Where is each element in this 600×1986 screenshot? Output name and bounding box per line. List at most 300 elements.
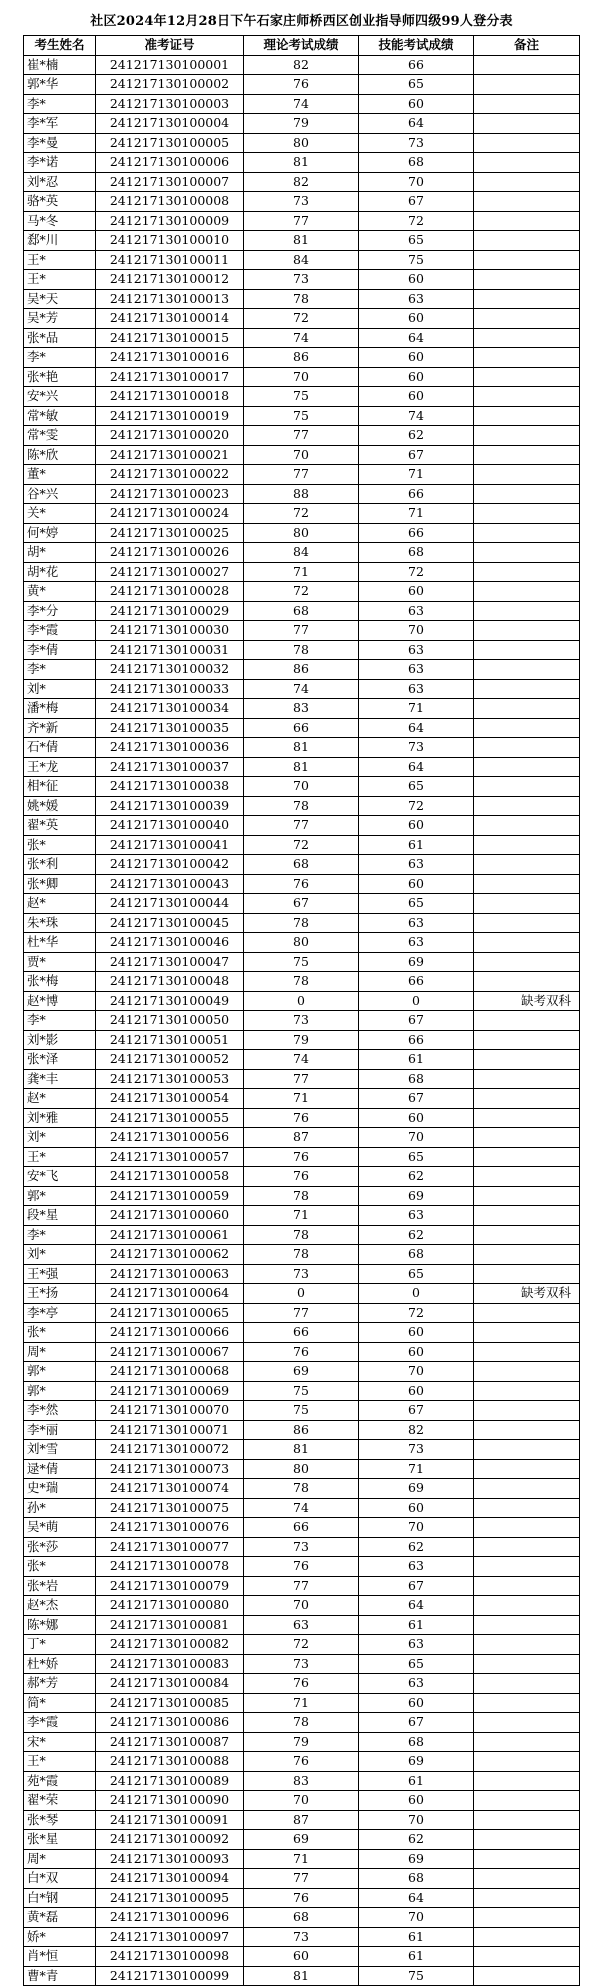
cell-theory-score: 77 [244, 426, 359, 446]
cell-name: 李* [24, 1225, 96, 1245]
cell-note [474, 94, 580, 114]
cell-skill-score: 65 [359, 1147, 474, 1167]
cell-note [474, 426, 580, 446]
cell-exam-id: 241217130100015 [96, 328, 244, 348]
cell-name: 张*艳 [24, 367, 96, 387]
cell-name: 刘* [24, 1128, 96, 1148]
cell-exam-id: 241217130100069 [96, 1381, 244, 1401]
cell-name: 宋* [24, 1732, 96, 1752]
cell-theory-score: 83 [244, 699, 359, 719]
cell-exam-id: 241217130100012 [96, 270, 244, 290]
cell-skill-score: 61 [359, 1050, 474, 1070]
cell-name: 吴*萌 [24, 1518, 96, 1538]
cell-name: 李*诺 [24, 153, 96, 173]
cell-exam-id: 241217130100014 [96, 309, 244, 329]
cell-name: 朱*珠 [24, 913, 96, 933]
cell-note [474, 153, 580, 173]
cell-name: 刘*忍 [24, 172, 96, 192]
cell-theory-score: 87 [244, 1810, 359, 1830]
cell-theory-score: 84 [244, 250, 359, 270]
header-skill-score: 技能考试成绩 [359, 36, 474, 56]
cell-exam-id: 241217130100047 [96, 952, 244, 972]
table-row [24, 114, 580, 134]
table-row [24, 1869, 580, 1889]
cell-theory-score: 73 [244, 1537, 359, 1557]
cell-note [474, 1030, 580, 1050]
table-row [24, 1089, 580, 1109]
cell-name: 逯*倩 [24, 1459, 96, 1479]
cell-name: 段*星 [24, 1206, 96, 1226]
cell-exam-id: 241217130100054 [96, 1089, 244, 1109]
cell-exam-id: 241217130100064 [96, 1284, 244, 1304]
cell-skill-score: 66 [359, 972, 474, 992]
cell-exam-id: 241217130100090 [96, 1791, 244, 1811]
cell-name: 张*利 [24, 855, 96, 875]
table-row [24, 1908, 580, 1928]
cell-name: 刘*影 [24, 1030, 96, 1050]
cell-note [474, 406, 580, 426]
table-row [24, 1752, 580, 1772]
cell-exam-id: 241217130100095 [96, 1888, 244, 1908]
table-row [24, 1303, 580, 1323]
cell-exam-id: 241217130100026 [96, 543, 244, 563]
cell-exam-id: 241217130100007 [96, 172, 244, 192]
cell-theory-score: 78 [244, 1479, 359, 1499]
table-row [24, 1849, 580, 1869]
cell-exam-id: 241217130100022 [96, 465, 244, 485]
cell-exam-id: 241217130100074 [96, 1479, 244, 1499]
cell-name: 赵* [24, 1089, 96, 1109]
cell-note [474, 894, 580, 914]
cell-exam-id: 241217130100067 [96, 1342, 244, 1362]
cell-note: 缺考双科 [474, 1284, 580, 1304]
cell-theory-score: 76 [244, 1752, 359, 1772]
table-row [24, 1362, 580, 1382]
cell-name: 赵* [24, 894, 96, 914]
table-row [24, 367, 580, 387]
table-row [24, 952, 580, 972]
cell-note [474, 757, 580, 777]
cell-skill-score: 68 [359, 1069, 474, 1089]
cell-theory-score: 66 [244, 1323, 359, 1343]
cell-name: 赵*博 [24, 991, 96, 1011]
cell-theory-score: 70 [244, 367, 359, 387]
cell-theory-score: 78 [244, 1245, 359, 1265]
cell-theory-score: 86 [244, 1420, 359, 1440]
cell-skill-score: 70 [359, 1810, 474, 1830]
table-row [24, 777, 580, 797]
cell-theory-score: 71 [244, 1693, 359, 1713]
cell-exam-id: 241217130100027 [96, 562, 244, 582]
table-row [24, 1167, 580, 1187]
cell-note [474, 1479, 580, 1499]
cell-note [474, 1128, 580, 1148]
cell-theory-score: 79 [244, 114, 359, 134]
cell-exam-id: 241217130100091 [96, 1810, 244, 1830]
cell-note [474, 1732, 580, 1752]
table-row [24, 406, 580, 426]
cell-name: 黄*磊 [24, 1908, 96, 1928]
cell-name: 张*莎 [24, 1537, 96, 1557]
cell-note [474, 1830, 580, 1850]
cell-skill-score: 63 [359, 1557, 474, 1577]
cell-skill-score: 63 [359, 855, 474, 875]
cell-note [474, 289, 580, 309]
cell-exam-id: 241217130100087 [96, 1732, 244, 1752]
cell-note [474, 387, 580, 407]
cell-skill-score: 61 [359, 1947, 474, 1967]
cell-skill-score: 74 [359, 406, 474, 426]
cell-note [474, 1303, 580, 1323]
cell-theory-score: 76 [244, 1147, 359, 1167]
cell-note [474, 1537, 580, 1557]
table-row [24, 991, 580, 1011]
cell-exam-id: 241217130100023 [96, 484, 244, 504]
table-row [24, 1576, 580, 1596]
cell-name: 王* [24, 1752, 96, 1772]
table-row [24, 640, 580, 660]
cell-skill-score: 60 [359, 1791, 474, 1811]
cell-skill-score: 71 [359, 465, 474, 485]
cell-theory-score: 69 [244, 1830, 359, 1850]
cell-skill-score: 64 [359, 1888, 474, 1908]
cell-theory-score: 75 [244, 387, 359, 407]
cell-exam-id: 241217130100066 [96, 1323, 244, 1343]
cell-theory-score: 76 [244, 1557, 359, 1577]
cell-skill-score: 62 [359, 1537, 474, 1557]
cell-exam-id: 241217130100058 [96, 1167, 244, 1187]
cell-name: 白*钢 [24, 1888, 96, 1908]
cell-skill-score: 63 [359, 933, 474, 953]
cell-skill-score: 64 [359, 114, 474, 134]
cell-theory-score: 81 [244, 757, 359, 777]
table-row [24, 153, 580, 173]
cell-skill-score: 71 [359, 504, 474, 524]
table-row [24, 1888, 580, 1908]
cell-theory-score: 73 [244, 1011, 359, 1031]
table-row [24, 1693, 580, 1713]
cell-theory-score: 81 [244, 1966, 359, 1986]
cell-name: 郄*川 [24, 231, 96, 251]
cell-skill-score: 60 [359, 94, 474, 114]
cell-note [474, 582, 580, 602]
cell-note [474, 1713, 580, 1733]
cell-theory-score: 0 [244, 1284, 359, 1304]
cell-theory-score: 78 [244, 913, 359, 933]
header-theory-score: 理论考试成绩 [244, 36, 359, 56]
cell-exam-id: 241217130100033 [96, 679, 244, 699]
cell-name: 贾* [24, 952, 96, 972]
cell-skill-score: 63 [359, 1635, 474, 1655]
table-row [24, 309, 580, 329]
cell-exam-id: 241217130100028 [96, 582, 244, 602]
table-row [24, 1830, 580, 1850]
cell-name: 郭* [24, 1362, 96, 1382]
cell-name: 龚*丰 [24, 1069, 96, 1089]
cell-theory-score: 86 [244, 660, 359, 680]
cell-note [474, 1206, 580, 1226]
cell-theory-score: 71 [244, 1089, 359, 1109]
cell-note [474, 816, 580, 836]
cell-theory-score: 78 [244, 972, 359, 992]
header-note: 备注 [474, 36, 580, 56]
cell-theory-score: 70 [244, 1791, 359, 1811]
cell-skill-score: 67 [359, 1713, 474, 1733]
table-row [24, 1518, 580, 1538]
cell-note [474, 874, 580, 894]
table-row [24, 523, 580, 543]
cell-theory-score: 76 [244, 1888, 359, 1908]
cell-exam-id: 241217130100040 [96, 816, 244, 836]
cell-exam-id: 241217130100036 [96, 738, 244, 758]
cell-name: 王*扬 [24, 1284, 96, 1304]
table-row [24, 874, 580, 894]
table-row [24, 660, 580, 680]
cell-name: 张*梅 [24, 972, 96, 992]
cell-name: 王*强 [24, 1264, 96, 1284]
cell-skill-score: 65 [359, 1264, 474, 1284]
cell-note [474, 1947, 580, 1967]
cell-note [474, 1966, 580, 1986]
cell-note [474, 1420, 580, 1440]
cell-exam-id: 241217130100099 [96, 1966, 244, 1986]
cell-note [474, 972, 580, 992]
cell-skill-score: 75 [359, 1966, 474, 1986]
cell-skill-score: 66 [359, 523, 474, 543]
cell-skill-score: 61 [359, 1771, 474, 1791]
cell-exam-id: 241217130100011 [96, 250, 244, 270]
cell-exam-id: 241217130100050 [96, 1011, 244, 1031]
cell-name: 白*双 [24, 1869, 96, 1889]
cell-theory-score: 76 [244, 1342, 359, 1362]
cell-exam-id: 241217130100081 [96, 1615, 244, 1635]
cell-name: 简* [24, 1693, 96, 1713]
table-row [24, 543, 580, 563]
table-row [24, 738, 580, 758]
cell-note [474, 1167, 580, 1187]
cell-exam-id: 241217130100006 [96, 153, 244, 173]
cell-theory-score: 80 [244, 133, 359, 153]
cell-note [474, 1615, 580, 1635]
cell-theory-score: 74 [244, 94, 359, 114]
cell-name: 刘*雅 [24, 1108, 96, 1128]
cell-theory-score: 81 [244, 1440, 359, 1460]
cell-skill-score: 68 [359, 543, 474, 563]
cell-theory-score: 73 [244, 1264, 359, 1284]
table-row [24, 757, 580, 777]
cell-name: 李*分 [24, 601, 96, 621]
cell-name: 李*霞 [24, 1713, 96, 1733]
cell-theory-score: 0 [244, 991, 359, 1011]
cell-exam-id: 241217130100038 [96, 777, 244, 797]
cell-exam-id: 241217130100004 [96, 114, 244, 134]
cell-exam-id: 241217130100032 [96, 660, 244, 680]
table-row [24, 1947, 580, 1967]
cell-skill-score: 65 [359, 894, 474, 914]
cell-note [474, 348, 580, 368]
table-row [24, 270, 580, 290]
cell-note [474, 114, 580, 134]
cell-note [474, 1596, 580, 1616]
cell-skill-score: 0 [359, 1284, 474, 1304]
cell-name: 谷*兴 [24, 484, 96, 504]
score-table [23, 9, 580, 1986]
cell-exam-id: 241217130100031 [96, 640, 244, 660]
cell-exam-id: 241217130100003 [96, 94, 244, 114]
cell-note [474, 1323, 580, 1343]
table-row [24, 1069, 580, 1089]
cell-exam-id: 241217130100020 [96, 426, 244, 446]
header-row [24, 36, 580, 56]
cell-exam-id: 241217130100035 [96, 718, 244, 738]
cell-note [474, 1089, 580, 1109]
table-row [24, 1420, 580, 1440]
cell-note [474, 913, 580, 933]
cell-exam-id: 241217130100065 [96, 1303, 244, 1323]
cell-name: 吴*芳 [24, 309, 96, 329]
cell-skill-score: 63 [359, 289, 474, 309]
cell-skill-score: 60 [359, 1498, 474, 1518]
cell-exam-id: 241217130100096 [96, 1908, 244, 1928]
table-row [24, 1927, 580, 1947]
cell-theory-score: 74 [244, 1498, 359, 1518]
table-row [24, 1537, 580, 1557]
cell-name: 安*兴 [24, 387, 96, 407]
cell-theory-score: 68 [244, 601, 359, 621]
cell-theory-score: 68 [244, 855, 359, 875]
cell-theory-score: 71 [244, 562, 359, 582]
cell-skill-score: 60 [359, 348, 474, 368]
cell-theory-score: 78 [244, 1186, 359, 1206]
cell-exam-id: 241217130100072 [96, 1440, 244, 1460]
cell-note [474, 133, 580, 153]
cell-name: 刘*雪 [24, 1440, 96, 1460]
cell-theory-score: 77 [244, 1869, 359, 1889]
cell-note [474, 1264, 580, 1284]
cell-note [474, 1888, 580, 1908]
cell-skill-score: 0 [359, 991, 474, 1011]
cell-note [474, 1791, 580, 1811]
cell-name: 安*飞 [24, 1167, 96, 1187]
cell-note [474, 855, 580, 875]
cell-name: 张*品 [24, 328, 96, 348]
cell-skill-score: 62 [359, 1830, 474, 1850]
table-row [24, 1050, 580, 1070]
cell-theory-score: 78 [244, 1225, 359, 1245]
cell-theory-score: 72 [244, 835, 359, 855]
cell-name: 李* [24, 94, 96, 114]
cell-exam-id: 241217130100078 [96, 1557, 244, 1577]
cell-exam-id: 241217130100039 [96, 796, 244, 816]
cell-skill-score: 60 [359, 874, 474, 894]
table-row [24, 1206, 580, 1226]
table-row [24, 289, 580, 309]
cell-skill-score: 70 [359, 1362, 474, 1382]
cell-skill-score: 70 [359, 1518, 474, 1538]
cell-name: 胡*花 [24, 562, 96, 582]
cell-name: 苑*霞 [24, 1771, 96, 1791]
cell-theory-score: 88 [244, 484, 359, 504]
table-row [24, 1030, 580, 1050]
cell-skill-score: 72 [359, 562, 474, 582]
cell-note [474, 952, 580, 972]
cell-note [474, 718, 580, 738]
table-row [24, 192, 580, 212]
table-row [24, 621, 580, 641]
cell-exam-id: 241217130100098 [96, 1947, 244, 1967]
cell-note [474, 1927, 580, 1947]
cell-theory-score: 77 [244, 621, 359, 641]
table-row [24, 679, 580, 699]
cell-name: 王* [24, 270, 96, 290]
cell-skill-score: 67 [359, 192, 474, 212]
cell-note [474, 1245, 580, 1265]
cell-name: 翟*荣 [24, 1791, 96, 1811]
cell-note [474, 1674, 580, 1694]
cell-theory-score: 74 [244, 328, 359, 348]
cell-note [474, 231, 580, 251]
cell-name: 姚*媛 [24, 796, 96, 816]
cell-skill-score: 69 [359, 1186, 474, 1206]
cell-skill-score: 65 [359, 1654, 474, 1674]
cell-exam-id: 241217130100021 [96, 445, 244, 465]
cell-theory-score: 76 [244, 1674, 359, 1694]
cell-name: 李* [24, 660, 96, 680]
table-row [24, 1498, 580, 1518]
cell-theory-score: 72 [244, 1635, 359, 1655]
header-name: 考生姓名 [24, 36, 96, 56]
cell-skill-score: 60 [359, 582, 474, 602]
cell-exam-id: 241217130100057 [96, 1147, 244, 1167]
cell-name: 翟*英 [24, 816, 96, 836]
cell-exam-id: 241217130100059 [96, 1186, 244, 1206]
cell-theory-score: 75 [244, 952, 359, 972]
cell-exam-id: 241217130100093 [96, 1849, 244, 1869]
cell-skill-score: 64 [359, 328, 474, 348]
cell-exam-id: 241217130100042 [96, 855, 244, 875]
cell-exam-id: 241217130100076 [96, 1518, 244, 1538]
cell-exam-id: 241217130100001 [96, 55, 244, 75]
cell-skill-score: 60 [359, 270, 474, 290]
table-row [24, 1674, 580, 1694]
table-row [24, 972, 580, 992]
cell-skill-score: 64 [359, 757, 474, 777]
cell-name: 吴*天 [24, 289, 96, 309]
cell-skill-score: 60 [359, 816, 474, 836]
cell-name: 刘* [24, 1245, 96, 1265]
cell-name: 郭* [24, 1381, 96, 1401]
cell-note [474, 445, 580, 465]
cell-theory-score: 79 [244, 1732, 359, 1752]
cell-skill-score: 60 [359, 1323, 474, 1343]
table-row [24, 1264, 580, 1284]
table-row [24, 1128, 580, 1148]
table-row [24, 816, 580, 836]
cell-name: 孙* [24, 1498, 96, 1518]
cell-exam-id: 241217130100002 [96, 75, 244, 95]
cell-skill-score: 63 [359, 679, 474, 699]
cell-note [474, 1635, 580, 1655]
cell-name: 王* [24, 250, 96, 270]
cell-name: 骆*英 [24, 192, 96, 212]
cell-skill-score: 73 [359, 738, 474, 758]
cell-theory-score: 80 [244, 933, 359, 953]
table-row [24, 55, 580, 75]
cell-skill-score: 75 [359, 250, 474, 270]
table-row [24, 1635, 580, 1655]
cell-exam-id: 241217130100075 [96, 1498, 244, 1518]
cell-note [474, 777, 580, 797]
